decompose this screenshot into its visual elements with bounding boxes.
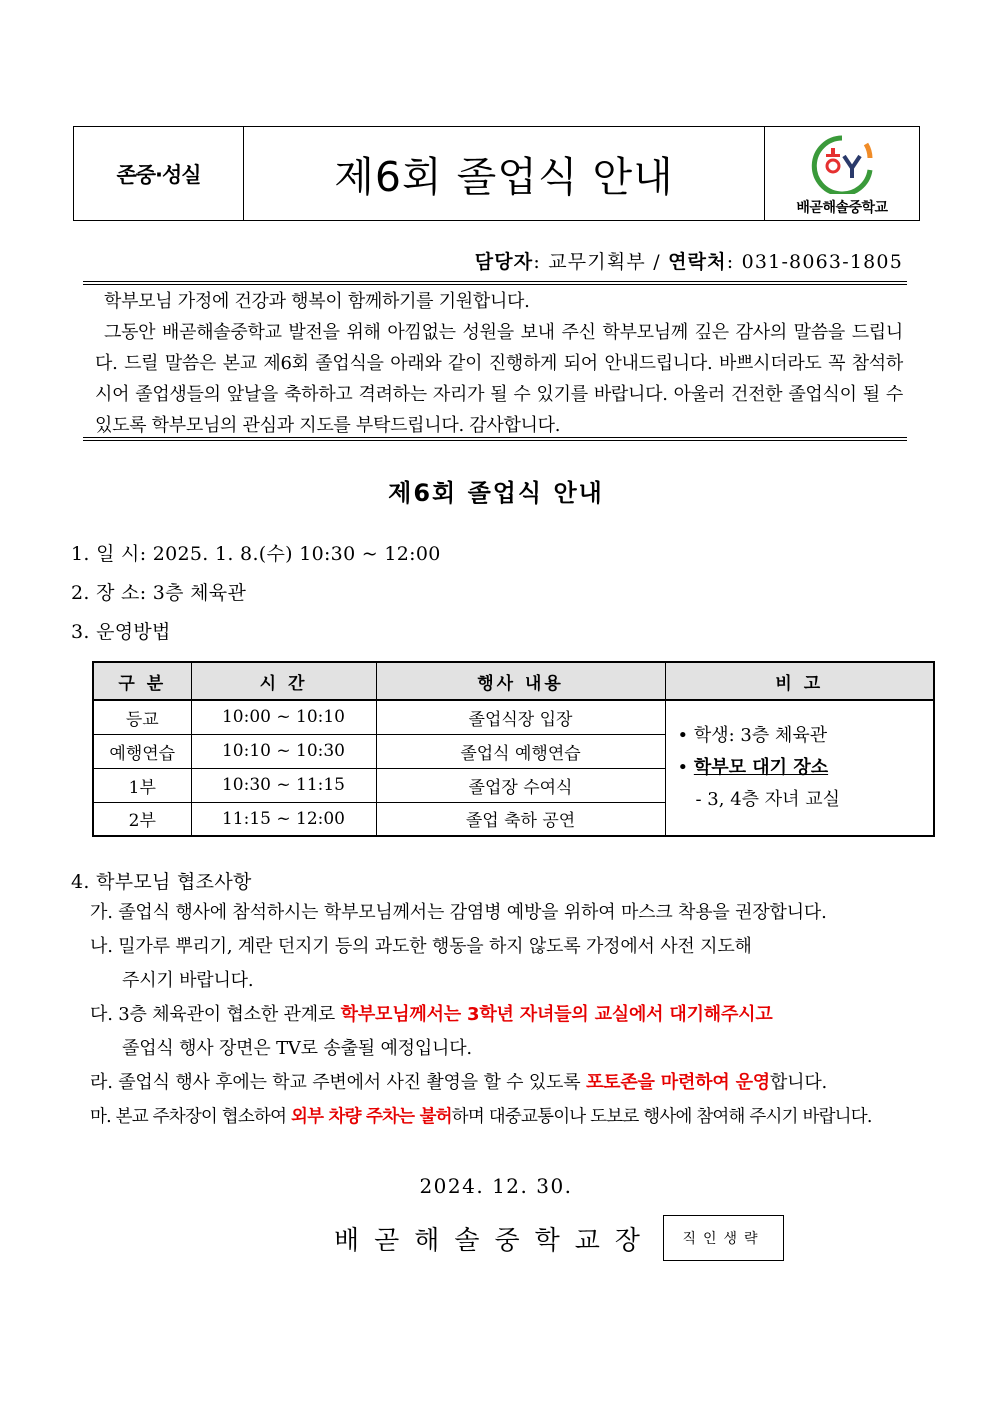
school-motto: 존중·성실	[74, 127, 244, 220]
row-part: 1부	[93, 768, 191, 802]
coop-da-highlight: 학부모님께서는 3학년 자녀들의 교실에서 대기해주시고	[340, 1004, 773, 1025]
coop-ra: 라. 졸업식 행사 후에는 학교 주변에서 사진 촬영을 할 수 있도록 포토존을 마련하여 운영합니다.	[90, 1072, 828, 1093]
table-header-row	[93, 662, 934, 700]
schedule-table	[92, 661, 935, 837]
note-parents: • 학부모 대기 장소	[677, 757, 829, 778]
section-title: 제6회 졸업식 안내	[388, 479, 604, 507]
note-parents-label: 학부모 대기 장소	[693, 757, 829, 778]
row-time: 11:15 ~ 12:00	[191, 802, 376, 836]
header-note: 비 고	[665, 662, 934, 700]
item-method: 3. 운영방법	[71, 621, 171, 643]
contact-line	[475, 247, 903, 274]
header-part: 구 분	[93, 662, 191, 700]
issue-date: 2024. 12. 30.	[419, 1174, 573, 1198]
coop-na-cont: 주시기 바랍니다.	[122, 970, 254, 991]
phone-number: : 031-8063-1805	[726, 251, 903, 273]
seal-omitted-box: 직인생략	[663, 1215, 784, 1261]
row-part: 예행연습	[93, 734, 191, 768]
principal-signature: 배곧해솔중학교장	[334, 1226, 655, 1256]
row-time: 10:10 ~ 10:30	[191, 734, 376, 768]
row-part: 등교	[93, 700, 191, 734]
note-students: • 학생: 3층 체육관	[677, 725, 828, 746]
coop-da-cont: 졸업식 행사 장면은 TV로 송출될 예정입니다.	[122, 1038, 472, 1059]
note-classrooms: - 3, 4층 자녀 교실	[695, 789, 841, 810]
coop-na: 나. 밀가루 뿌리기, 계란 던지기 등의 과도한 행동을 하지 않도록 가정에서 사전 지도해	[90, 936, 752, 957]
intro-body: 그동안 배곧해솔중학교 발전을 위해 아낌없는 성원을 보내 주신 학부모님께 깊은 감사의 말씀을 드립니다. 드릴 말씀은 본교 제6회 졸업식을 아래와 같이 진행하게 되어 안내드립니다. 바쁘시더라도 꼭 참석하시어 졸업생들의 앞날을 축하하고 격려하는 자리가 될 수 있기를 바랍니다. 아울러 건전한 졸업식이 될 수 있도록 학부모님의 관심과 지도를 부탁드립니다. 감사합니다.	[95, 322, 903, 436]
logo-school-name: 배곧해솔중학교	[796, 200, 888, 216]
intro-greeting: 학부모님 가정에 건강과 행복이 함께하기를 기원합니다.	[104, 291, 530, 312]
coop-list	[90, 896, 920, 1134]
intro-text	[95, 286, 903, 441]
phone-label: 연락처	[668, 251, 727, 273]
header-box	[73, 126, 920, 221]
coop-ma: 마. 본교 주차장이 협소하여 외부 차량 주차는 불허하며 대중교통이나 도보로 행사에 참여해 주시기 바랍니다.	[90, 1107, 872, 1127]
note-cell	[665, 700, 934, 836]
header-content: 행사 내용	[376, 662, 665, 700]
row-content: 졸업 축하 공연	[376, 802, 665, 836]
contact-label: 담당자	[474, 251, 534, 273]
coop-ra-highlight: 포토존을 마련하여 운영	[585, 1072, 770, 1093]
row-content: 졸업식 예행연습	[376, 734, 665, 768]
row-time: 10:00 ~ 10:10	[191, 700, 376, 734]
coop-ma-highlight: 외부 차량 주차는 불허	[290, 1107, 452, 1127]
table-row	[93, 700, 934, 734]
contact-dept: : 교무기획부 /	[533, 251, 669, 273]
row-part: 2부	[93, 802, 191, 836]
school-emblem-icon	[808, 134, 876, 194]
divider-bottom	[83, 437, 907, 441]
header-time: 시 간	[191, 662, 376, 700]
item-coop-title: 4. 학부모님 협조사항	[71, 871, 252, 893]
row-content: 졸업식장 입장	[376, 700, 665, 734]
document-title: 제6회 졸업식 안내	[334, 153, 674, 201]
item-place: 2. 장 소: 3층 체육관	[71, 582, 247, 604]
row-time: 10:30 ~ 11:15	[191, 768, 376, 802]
row-content: 졸업장 수여식	[376, 768, 665, 802]
coop-ga: 가. 졸업식 행사에 참석하시는 학부모님께서는 감염병 예방을 위하여 마스크 착용을 권장합니다.	[90, 902, 827, 923]
item-datetime: 1. 일 시: 2025. 1. 8.(수) 10:30 ~ 12:00	[71, 543, 441, 565]
school-logo	[764, 127, 919, 220]
divider-top	[83, 281, 907, 285]
coop-da: 다. 3층 체육관이 협소한 관계로 학부모님께서는 3학년 자녀들의 교실에서 대기해주시고	[90, 1004, 773, 1025]
